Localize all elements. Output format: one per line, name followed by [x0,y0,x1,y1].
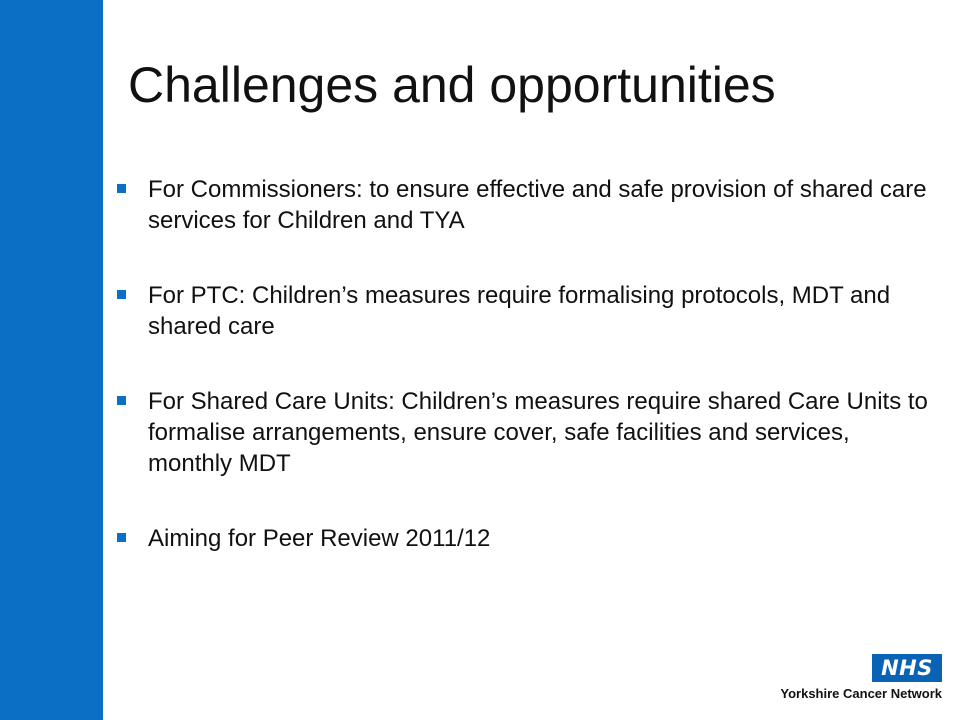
square-bullet-icon [117,396,126,405]
nhs-logo-box [872,654,942,682]
side-accent-bar [0,0,103,720]
bullet-item-shared-care-units [112,386,932,479]
nhs-logo [742,654,942,710]
bullet-item-ptc [112,280,932,342]
bullet-text: Aiming for Peer Review 2011/12 [148,525,491,552]
bullet-text: For Commissioners: to ensure effective and safe provision of shared care services for Children and TYA [148,176,927,234]
square-bullet-icon [117,533,126,542]
nhs-logo-text: NHS [881,656,933,680]
bullet-text: For Shared Care Units: Children’s measures require shared Care Units to formalise arrangements, ensure cover, safe facilities and services, monthly MDT [148,388,928,477]
square-bullet-icon [117,290,126,299]
bullet-text: For PTC: Children’s measures require formalising protocols, MDT and shared care [148,282,891,340]
slide-title: Challenges and opportunities [128,57,776,113]
organisation-name: Yorkshire Cancer Network [780,686,942,701]
bullet-item-peer-review [112,523,932,554]
bullet-list [112,174,932,554]
bullet-item-commissioners [112,174,932,236]
square-bullet-icon [117,184,126,193]
